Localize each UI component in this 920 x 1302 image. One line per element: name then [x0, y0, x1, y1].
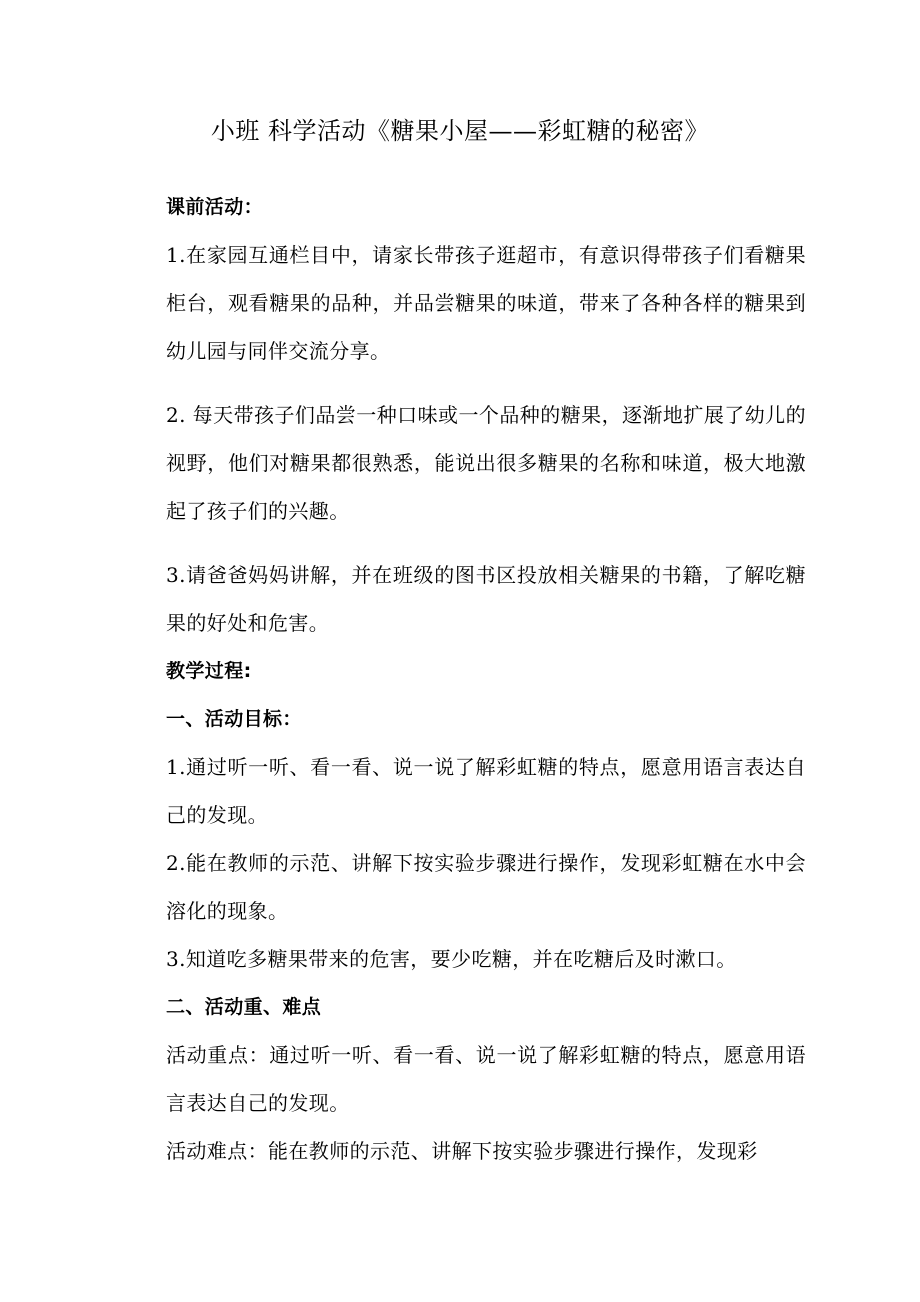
- document-body: [166, 183, 806, 1175]
- goal-item-3: 3.知道吃多糖果带来的危害，要少吃糖，并在吃糖后及时漱口。: [166, 947, 737, 971]
- document-title: 小班 科学活动《糖果小屋——彩虹糖的秘密》: [210, 117, 710, 145]
- pre-class-item-2: 2. 每天带孩子们品尝一种口味或一个品种的糖果，逐渐地扩展了幼儿的视野，他们对糖果都很熟悉，能说出很多糖果的名称和味道，极大地激起了孩子们的兴趣。: [166, 403, 806, 523]
- pre-class-heading: 课前活动：: [166, 196, 264, 218]
- process-heading: 教学过程:: [166, 660, 252, 682]
- difficult-point: 活动难点：能在教师的示范、讲解下按实验步骤进行操作，发现彩: [166, 1139, 758, 1163]
- pre-class-item-3: 3.请爸爸妈妈讲解，并在班级的图书区投放相关糖果的书籍，了解吃糖果的好处和危害。: [166, 563, 806, 635]
- pre-class-item-1: 1.在家园互通栏目中，请家长带孩子逛超市，有意识得带孩子们看糖果柜台，观看糖果的品种，并品尝糖果的味道，带来了各种各样的糖果到幼儿园与同伴交流分享。: [166, 243, 806, 363]
- goal-item-1: 1.通过听一听、看一看、说一说了解彩虹糖的特点，愿意用语言表达自己的发现。: [166, 755, 806, 827]
- goals-heading: 一、活动目标：: [166, 708, 302, 730]
- goal-item-2: 2.能在教师的示范、讲解下按实验步骤进行操作，发现彩虹糖在水中会溶化的现象。: [166, 851, 806, 923]
- key-point: 活动重点：通过听一听、看一看、说一说了解彩虹糖的特点，愿意用语言表达自己的发现。: [166, 1043, 806, 1115]
- key-points-heading: 二、活动重、难点: [166, 996, 322, 1018]
